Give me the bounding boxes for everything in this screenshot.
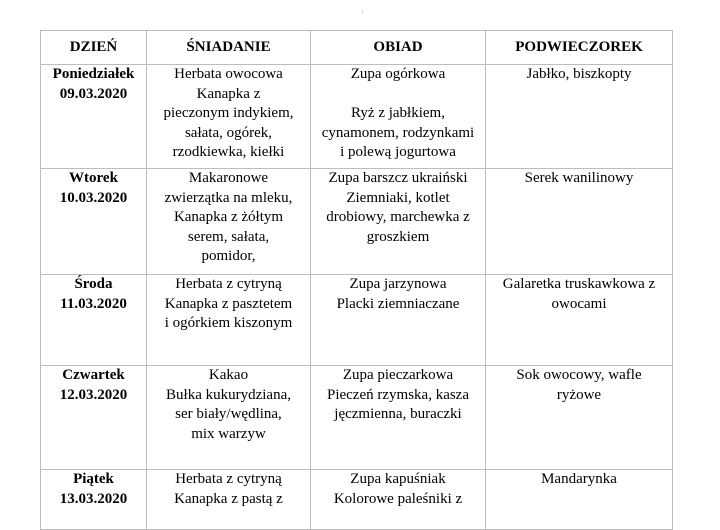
top-mark — [362, 9, 363, 13]
day-date: 10.03.2020 — [59, 189, 128, 206]
lunch-line: Ryż z jabłkiem, — [351, 105, 445, 121]
breakfast-line: Kakao — [208, 367, 249, 383]
table-row — [41, 366, 673, 470]
lunch-cell — [311, 169, 486, 275]
lunch-line: jęczmienna, buraczki — [334, 406, 462, 422]
snack-cell — [486, 275, 673, 366]
breakfast-line: pomidor, — [201, 248, 256, 264]
breakfast-cell — [147, 275, 311, 366]
lunch-line: Pieczeń rzymska, kasza — [326, 386, 470, 403]
header-lunch: OBIAD — [311, 31, 486, 65]
breakfast-line: sałata, ogórek, — [184, 124, 273, 141]
day-name: Czwartek — [62, 367, 125, 383]
lunch-line: groszkiem — [366, 228, 430, 245]
breakfast-line: Herbata z cytryną — [175, 471, 282, 487]
snack-line: Galaretka truskawkowa z — [502, 276, 656, 292]
lunch-line: Zupa jarzynowa — [349, 276, 447, 292]
lunch-line: Zupa ogórkowa — [350, 66, 446, 82]
breakfast-cell — [147, 65, 311, 169]
snack-line: Sok owocowy, wafle — [516, 367, 642, 383]
day-name: Środa — [74, 276, 113, 292]
day-cell — [41, 65, 147, 169]
breakfast-line: Kanapka z pastą z — [174, 490, 283, 507]
snack-line: Serek wanilinowy — [524, 170, 634, 186]
table-row — [41, 65, 673, 169]
breakfast-line: Makaronowe — [188, 170, 269, 186]
breakfast-cell — [147, 366, 311, 470]
breakfast-line: rzodkiewka, kiełki — [172, 144, 285, 160]
breakfast-line: serem, sałata, — [187, 228, 270, 245]
snack-cell — [486, 366, 673, 470]
table-row — [41, 275, 673, 366]
breakfast-line: Kanapka z żółtym — [173, 209, 284, 225]
header-breakfast: ŚNIADANIE — [147, 31, 311, 65]
lunch-line: drobiowy, marchewka z — [326, 209, 470, 225]
breakfast-line: zwierzątka na mleku, — [164, 189, 293, 206]
lunch-line: Kolorowe paleśniki z — [333, 490, 463, 507]
breakfast-cell — [147, 169, 311, 275]
day-date: 13.03.2020 — [59, 490, 128, 507]
day-date: 09.03.2020 — [59, 85, 128, 102]
breakfast-line: Bułka kukurydziana, — [166, 386, 291, 403]
lunch-line: Ziemniaki, kotlet — [346, 189, 450, 206]
lunch-line: i polewą jogurtowa — [340, 144, 456, 160]
lunch-line: Zupa pieczarkowa — [342, 367, 454, 383]
day-name: Wtorek — [69, 170, 118, 186]
day-cell — [41, 169, 147, 275]
day-name: Poniedziałek — [52, 66, 135, 82]
snack-line: Jabłko, biszkopty — [526, 66, 632, 82]
day-cell — [41, 366, 147, 470]
header-snack: PODWIECZOREK — [486, 31, 673, 65]
snack-cell — [486, 169, 673, 275]
day-cell — [41, 275, 147, 366]
breakfast-line: Kanapka z pasztetem — [164, 295, 293, 312]
lunch-cell — [311, 366, 486, 470]
day-name: Piątek — [73, 471, 114, 487]
lunch-cell — [311, 275, 486, 366]
lunch-line: cynamonem, rodzynkami — [321, 124, 475, 141]
snack-line: owocami — [551, 295, 607, 312]
header-day: DZIEŃ — [41, 31, 147, 65]
snack-cell — [486, 65, 673, 169]
breakfast-line: mix warzyw — [191, 425, 266, 442]
breakfast-line: Kanapka z — [196, 85, 261, 102]
header-row — [41, 31, 673, 65]
table-row — [41, 169, 673, 275]
lunch-line — [313, 85, 483, 105]
snack-line: Mandarynka — [541, 471, 617, 487]
breakfast-line: ser biały/wędlina, — [175, 406, 282, 422]
lunch-line: Placki ziemniaczane — [336, 295, 460, 312]
snack-line: ryżowe — [556, 386, 602, 403]
breakfast-line: Herbata z cytryną — [175, 276, 282, 292]
breakfast-line: pieczonym indykiem, — [163, 105, 294, 121]
breakfast-line: Herbata owocowa — [174, 66, 283, 82]
lunch-line: Zupa barszcz ukraiński — [328, 170, 468, 186]
menu-table — [40, 30, 673, 530]
breakfast-line: i ogórkiem kiszonym — [164, 315, 293, 331]
lunch-line: Zupa kapuśniak — [350, 471, 446, 487]
day-date: 12.03.2020 — [59, 386, 128, 403]
lunch-cell — [311, 65, 486, 169]
day-date: 11.03.2020 — [60, 295, 127, 312]
